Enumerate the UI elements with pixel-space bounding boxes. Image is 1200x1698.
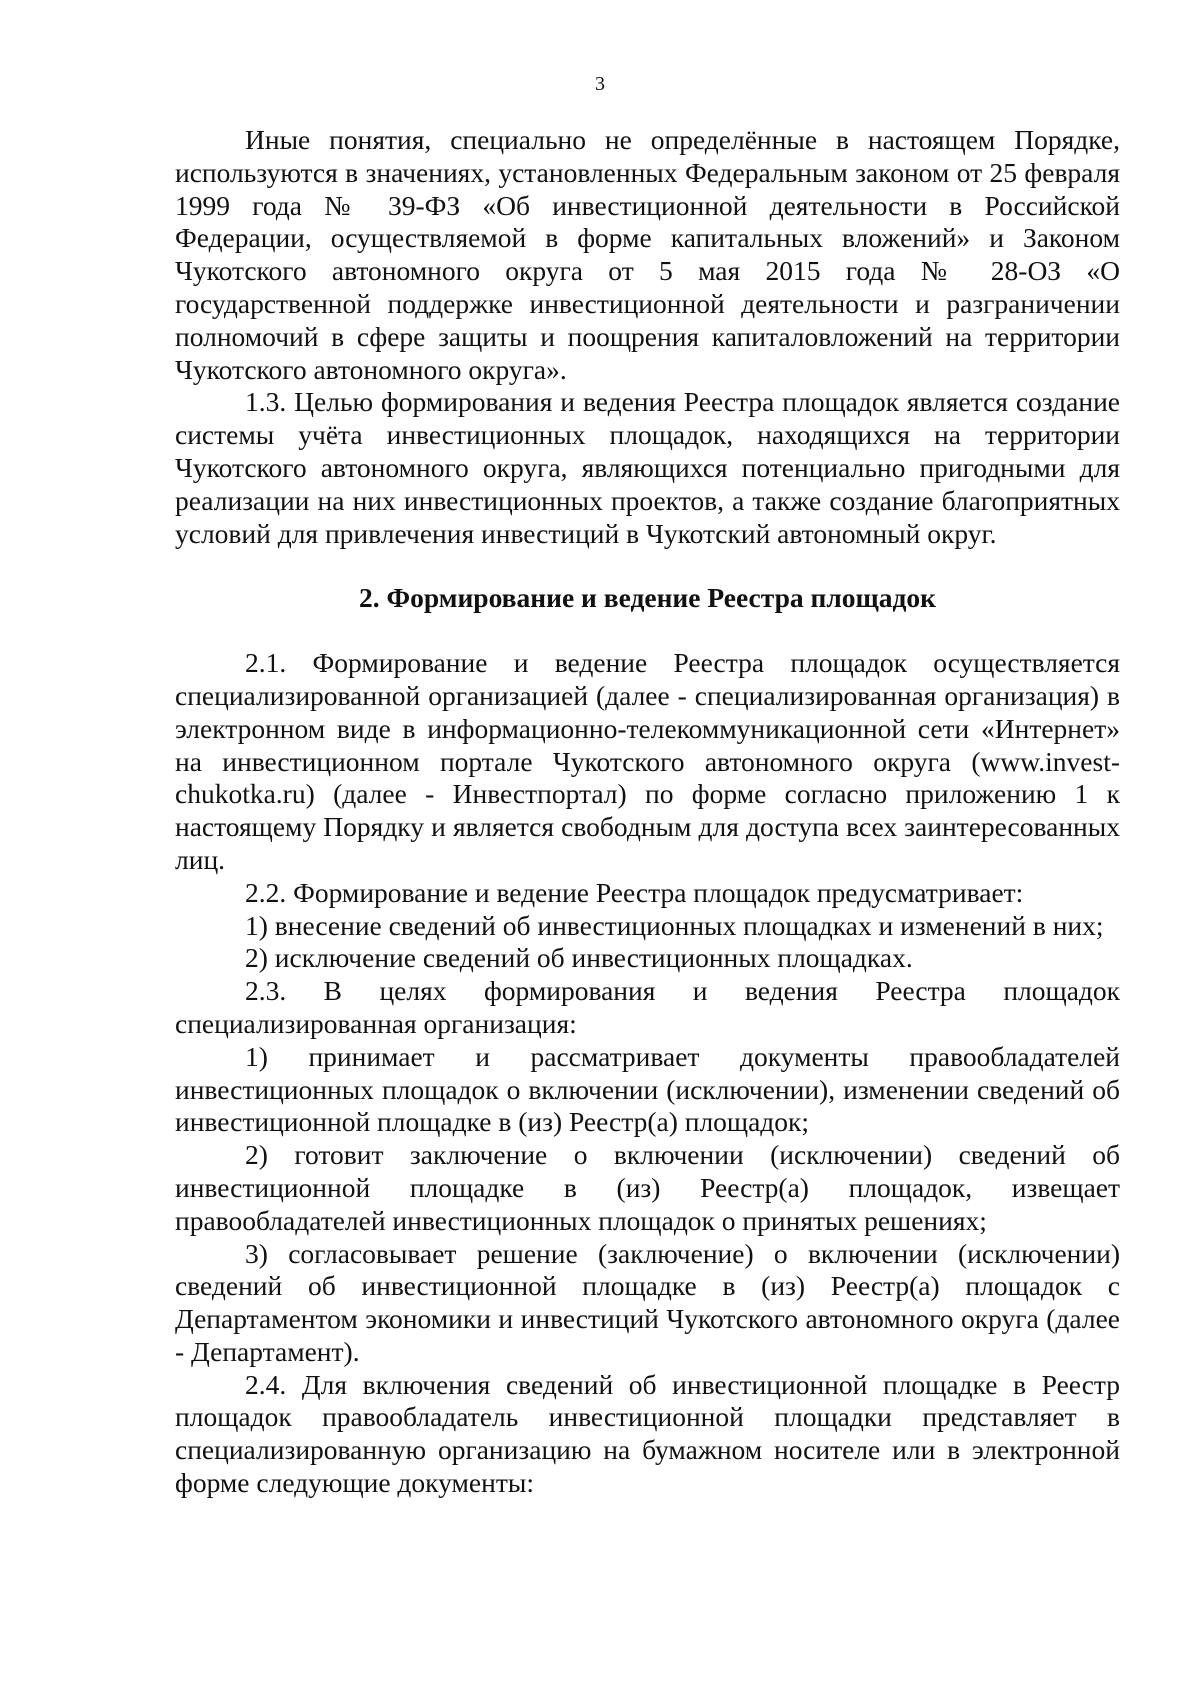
list-item-2-3-1: 1) принимает и рассматривает документы правообладателей инвестиционных площадок о включении (исключении), изменении сведений об инвестиционной площадке в (из) Реестр(а) площадок;: [175, 1040, 1120, 1138]
document-body: [175, 124, 1120, 1500]
paragraph-2-4: 2.4. Для включения сведений об инвестиционной площадке в Реестр площадок правообладатель инвестиционной площадки представляет в специализированную организацию на бумажном носителе или в электронной форме следующие документы:: [175, 1368, 1120, 1499]
list-item-2-2-1: 1) внесение сведений об инвестиционных площадках и изменений в них;: [245, 909, 1104, 941]
paragraph-2-3: 2.3. В целях формирования и ведения Реестра площадок специализированная организация:: [175, 975, 1120, 1039]
paragraph-2-2: 2.2. Формирование и ведение Реестра площадок предусматривает:: [245, 876, 1024, 908]
list-item-2-3-2: 2) готовит заключение о включении (исключении) сведений об инвестиционной площадке в (из) Реестр(а) площадок, извещает правообладателей инвестиционных площадок о принятых решениях;: [175, 1139, 1120, 1236]
section-heading: 2. Формирование и ведение Реестра площадок: [358, 582, 936, 614]
paragraph-2-1: 2.1. Формирование и ведение Реестра площадок осуществляется специализированной организацией (далее - специализированная организация) в электронном виде в информационно-телекоммуникационной сети «Интернет» на инвестиционном портале Чукотского автономного округа (www.invest-chukotka.ru) (далее - Инвестпортал) по форме согласно приложению 1 к настоящему Порядку и является свободным для доступа всех заинтересованных лиц.: [175, 647, 1120, 875]
list-item-2-3-3: 3) согласовывает решение (заключение) о включении (исключении) сведений об инвестиционной площадке в (из) Реестр(а) площадок с Департаментом экономики и инвестиций Чукотского автономного округа (далее - Департамент).: [175, 1237, 1120, 1367]
page-number: 3: [595, 73, 605, 95]
list-item-2-2-2: 2) исключение сведений об инвестиционных площадках.: [245, 942, 913, 974]
paragraph-1-3: 1.3. Целью формирования и ведения Реестра площадок является создание системы учёта инвестиционных площадок, находящихся на территории Чукотского автономного округа, являющихся потенциально пригодными для реализации на них инвестиционных проектов, а также создание благоприятных условий для привлечения инвестиций в Чукотский автономный округ.: [175, 386, 1120, 549]
paragraph-other-concepts: Иные понятия, специально не определённые в настоящем Порядке, используются в значениях, установленных Федеральным законом от 25 февраля 1999 года № 39-ФЗ «Об инвестиционной деятельности в Российской Федерации, осуществляемой в форме капитальных вложений» и Законом Чукотского автономного округа от 5 мая 2015 года № 28-ОЗ «О государственной поддержке инвестиционной деятельности и разграничении полномочий в сфере защиты и поощрения капиталовложений на территории Чукотского автономного округа».: [175, 124, 1120, 385]
